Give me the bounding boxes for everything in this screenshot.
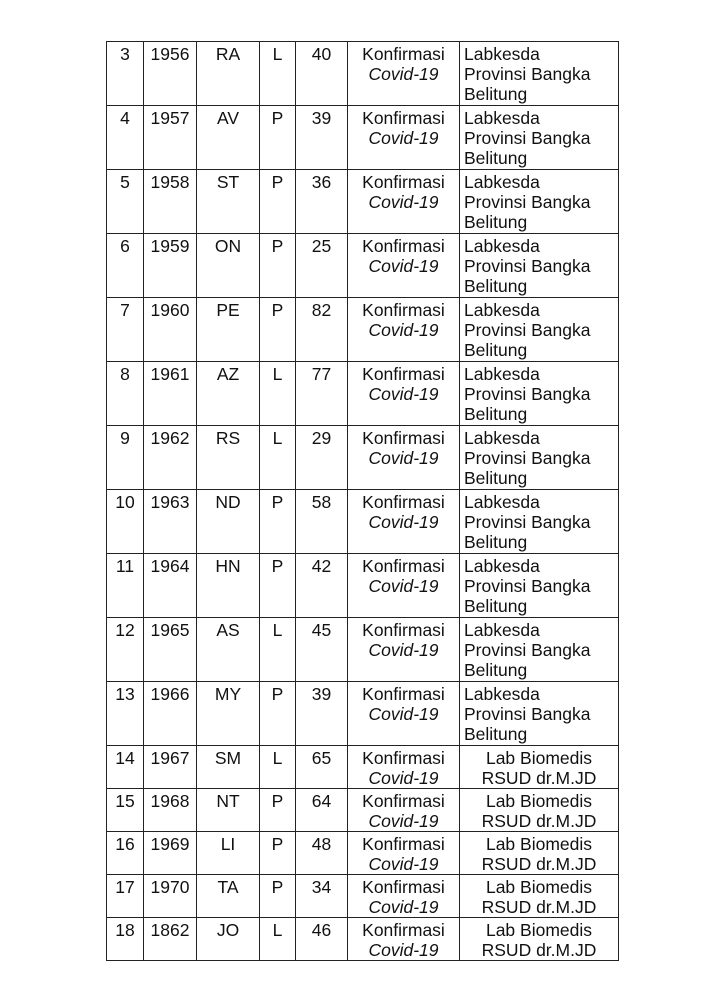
testing-lab <box>460 234 619 298</box>
patient-age: 29 <box>296 426 348 490</box>
case-status <box>348 490 460 554</box>
patient-sex: P <box>260 170 296 234</box>
table-row <box>107 832 619 875</box>
testing-lab <box>460 682 619 746</box>
patient-sex: P <box>260 490 296 554</box>
testing-lab <box>460 42 619 106</box>
row-number: 7 <box>107 298 144 362</box>
patient-sex: P <box>260 875 296 918</box>
lab-name-line: Belitung <box>464 276 528 296</box>
patient-initials: NT <box>197 789 260 832</box>
status-label: Konfirmasi <box>362 684 445 704</box>
row-number: 5 <box>107 170 144 234</box>
lab-name-line: Belitung <box>464 404 528 424</box>
status-label: Konfirmasi <box>362 556 445 576</box>
testing-lab <box>460 554 619 618</box>
patient-age: 64 <box>296 789 348 832</box>
lab-name-line: Lab Biomedis <box>485 748 593 768</box>
patient-sex: P <box>260 298 296 362</box>
lab-name-line: RSUD dr.M.JD <box>481 811 597 831</box>
lab-name-line: Belitung <box>464 532 528 552</box>
case-number: 1965 <box>144 618 197 682</box>
row-number: 12 <box>107 618 144 682</box>
patient-age: 65 <box>296 746 348 789</box>
table-row <box>107 234 619 298</box>
testing-lab <box>460 490 619 554</box>
lab-name-line: Labkesda <box>464 620 540 640</box>
patient-initials: AV <box>197 106 260 170</box>
virus-label: Covid-19 <box>368 811 439 831</box>
row-number: 16 <box>107 832 144 875</box>
case-status <box>348 875 460 918</box>
status-label: Konfirmasi <box>362 428 445 448</box>
patient-sex: L <box>260 618 296 682</box>
table-row <box>107 918 619 961</box>
status-label: Konfirmasi <box>362 492 445 512</box>
table-row <box>107 554 619 618</box>
lab-name-line: Labkesda <box>464 364 540 384</box>
lab-name-line: Belitung <box>464 660 528 680</box>
case-number: 1963 <box>144 490 197 554</box>
patient-age: 42 <box>296 554 348 618</box>
testing-lab <box>460 789 619 832</box>
lab-name-line: Provinsi Bangka <box>464 576 591 596</box>
case-number: 1956 <box>144 42 197 106</box>
table-row <box>107 682 619 746</box>
virus-label: Covid-19 <box>368 384 439 404</box>
testing-lab <box>460 918 619 961</box>
status-label: Konfirmasi <box>362 877 445 897</box>
covid-cases-table <box>106 41 619 961</box>
testing-lab <box>460 746 619 789</box>
testing-lab <box>460 106 619 170</box>
case-status <box>348 42 460 106</box>
status-label: Konfirmasi <box>362 834 445 854</box>
lab-name-line: Lab Biomedis <box>485 834 593 854</box>
patient-initials: RS <box>197 426 260 490</box>
lab-name-line: Labkesda <box>464 684 540 704</box>
patient-initials: AZ <box>197 362 260 426</box>
virus-label: Covid-19 <box>368 640 439 660</box>
patient-age: 45 <box>296 618 348 682</box>
case-status <box>348 170 460 234</box>
lab-name-line: RSUD dr.M.JD <box>481 940 597 960</box>
case-number: 1962 <box>144 426 197 490</box>
status-label: Konfirmasi <box>362 108 445 128</box>
patient-initials: LI <box>197 832 260 875</box>
row-number: 3 <box>107 42 144 106</box>
case-number: 1961 <box>144 362 197 426</box>
virus-label: Covid-19 <box>368 320 439 340</box>
row-number: 14 <box>107 746 144 789</box>
case-status <box>348 682 460 746</box>
status-label: Konfirmasi <box>362 620 445 640</box>
patient-age: 34 <box>296 875 348 918</box>
lab-name-line: RSUD dr.M.JD <box>481 897 597 917</box>
case-status <box>348 789 460 832</box>
patient-age: 58 <box>296 490 348 554</box>
testing-lab <box>460 298 619 362</box>
table-row <box>107 298 619 362</box>
lab-name-line: Provinsi Bangka <box>464 512 591 532</box>
lab-name-line: Provinsi Bangka <box>464 640 591 660</box>
lab-name-line: Belitung <box>464 340 528 360</box>
lab-name-line: Provinsi Bangka <box>464 192 591 212</box>
lab-name-line: RSUD dr.M.JD <box>481 768 597 788</box>
lab-name-line: Labkesda <box>464 108 540 128</box>
virus-label: Covid-19 <box>368 448 439 468</box>
case-status <box>348 554 460 618</box>
patient-age: 39 <box>296 682 348 746</box>
patient-initials: AS <box>197 618 260 682</box>
row-number: 10 <box>107 490 144 554</box>
patient-sex: P <box>260 106 296 170</box>
status-label: Konfirmasi <box>362 300 445 320</box>
case-status <box>348 918 460 961</box>
patient-initials: ST <box>197 170 260 234</box>
status-label: Konfirmasi <box>362 44 445 64</box>
lab-name-line: Provinsi Bangka <box>464 384 591 404</box>
case-number: 1862 <box>144 918 197 961</box>
testing-lab <box>460 362 619 426</box>
table-row <box>107 362 619 426</box>
patient-age: 82 <box>296 298 348 362</box>
lab-name-line: Belitung <box>464 212 528 232</box>
patient-initials: JO <box>197 918 260 961</box>
case-status <box>348 746 460 789</box>
patient-age: 40 <box>296 42 348 106</box>
case-number: 1970 <box>144 875 197 918</box>
table-row <box>107 42 619 106</box>
lab-name-line: RSUD dr.M.JD <box>481 854 597 874</box>
lab-name-line: Labkesda <box>464 492 540 512</box>
case-number: 1960 <box>144 298 197 362</box>
row-number: 13 <box>107 682 144 746</box>
table-row <box>107 618 619 682</box>
row-number: 6 <box>107 234 144 298</box>
virus-label: Covid-19 <box>368 576 439 596</box>
lab-name-line: Lab Biomedis <box>485 791 593 811</box>
lab-name-line: Provinsi Bangka <box>464 64 591 84</box>
table-row <box>107 789 619 832</box>
patient-initials: MY <box>197 682 260 746</box>
case-number: 1959 <box>144 234 197 298</box>
patient-sex: L <box>260 746 296 789</box>
case-number: 1957 <box>144 106 197 170</box>
patient-initials: TA <box>197 875 260 918</box>
lab-name-line: Labkesda <box>464 44 540 64</box>
case-number: 1958 <box>144 170 197 234</box>
case-status <box>348 426 460 490</box>
patient-initials: ND <box>197 490 260 554</box>
patient-age: 77 <box>296 362 348 426</box>
table-row <box>107 746 619 789</box>
row-number: 11 <box>107 554 144 618</box>
row-number: 8 <box>107 362 144 426</box>
lab-name-line: Labkesda <box>464 172 540 192</box>
lab-name-line: Belitung <box>464 724 528 744</box>
patient-initials: SM <box>197 746 260 789</box>
virus-label: Covid-19 <box>368 897 439 917</box>
testing-lab <box>460 875 619 918</box>
status-label: Konfirmasi <box>362 791 445 811</box>
lab-name-line: Belitung <box>464 596 528 616</box>
patient-sex: L <box>260 42 296 106</box>
status-label: Konfirmasi <box>362 748 445 768</box>
lab-name-line: Provinsi Bangka <box>464 256 591 276</box>
patient-age: 25 <box>296 234 348 298</box>
case-status <box>348 832 460 875</box>
virus-label: Covid-19 <box>368 940 439 960</box>
patient-age: 46 <box>296 918 348 961</box>
row-number: 9 <box>107 426 144 490</box>
case-number: 1968 <box>144 789 197 832</box>
patient-sex: P <box>260 554 296 618</box>
lab-name-line: Lab Biomedis <box>485 920 593 940</box>
lab-name-line: Labkesda <box>464 300 540 320</box>
row-number: 18 <box>107 918 144 961</box>
patient-sex: P <box>260 682 296 746</box>
table-row <box>107 490 619 554</box>
row-number: 4 <box>107 106 144 170</box>
case-number: 1969 <box>144 832 197 875</box>
virus-label: Covid-19 <box>368 128 439 148</box>
lab-name-line: Provinsi Bangka <box>464 128 591 148</box>
status-label: Konfirmasi <box>362 172 445 192</box>
lab-name-line: Provinsi Bangka <box>464 704 591 724</box>
patient-sex: L <box>260 426 296 490</box>
lab-name-line: Belitung <box>464 148 528 168</box>
case-number: 1967 <box>144 746 197 789</box>
virus-label: Covid-19 <box>368 768 439 788</box>
patient-sex: L <box>260 918 296 961</box>
patient-sex: P <box>260 789 296 832</box>
virus-label: Covid-19 <box>368 192 439 212</box>
lab-name-line: Belitung <box>464 84 528 104</box>
virus-label: Covid-19 <box>368 704 439 724</box>
case-status <box>348 106 460 170</box>
patient-sex: L <box>260 362 296 426</box>
lab-name-line: Labkesda <box>464 236 540 256</box>
virus-label: Covid-19 <box>368 256 439 276</box>
table-row <box>107 426 619 490</box>
patient-initials: PE <box>197 298 260 362</box>
case-status <box>348 234 460 298</box>
testing-lab <box>460 170 619 234</box>
virus-label: Covid-19 <box>368 64 439 84</box>
lab-name-line: Labkesda <box>464 428 540 448</box>
virus-label: Covid-19 <box>368 854 439 874</box>
patient-age: 39 <box>296 106 348 170</box>
lab-name-line: Lab Biomedis <box>485 877 593 897</box>
table-row <box>107 170 619 234</box>
lab-name-line: Provinsi Bangka <box>464 448 591 468</box>
testing-lab <box>460 832 619 875</box>
patient-age: 36 <box>296 170 348 234</box>
status-label: Konfirmasi <box>362 236 445 256</box>
table-body <box>107 42 619 961</box>
case-number: 1964 <box>144 554 197 618</box>
case-status <box>348 618 460 682</box>
case-status <box>348 362 460 426</box>
patient-age: 48 <box>296 832 348 875</box>
status-label: Konfirmasi <box>362 364 445 384</box>
patient-initials: RA <box>197 42 260 106</box>
testing-lab <box>460 618 619 682</box>
testing-lab <box>460 426 619 490</box>
patient-sex: P <box>260 832 296 875</box>
row-number: 15 <box>107 789 144 832</box>
patient-sex: P <box>260 234 296 298</box>
patient-initials: HN <box>197 554 260 618</box>
lab-name-line: Labkesda <box>464 556 540 576</box>
case-number: 1966 <box>144 682 197 746</box>
virus-label: Covid-19 <box>368 512 439 532</box>
table-row <box>107 875 619 918</box>
lab-name-line: Provinsi Bangka <box>464 320 591 340</box>
row-number: 17 <box>107 875 144 918</box>
table-row <box>107 106 619 170</box>
lab-name-line: Belitung <box>464 468 528 488</box>
patient-initials: ON <box>197 234 260 298</box>
status-label: Konfirmasi <box>362 920 445 940</box>
case-status <box>348 298 460 362</box>
